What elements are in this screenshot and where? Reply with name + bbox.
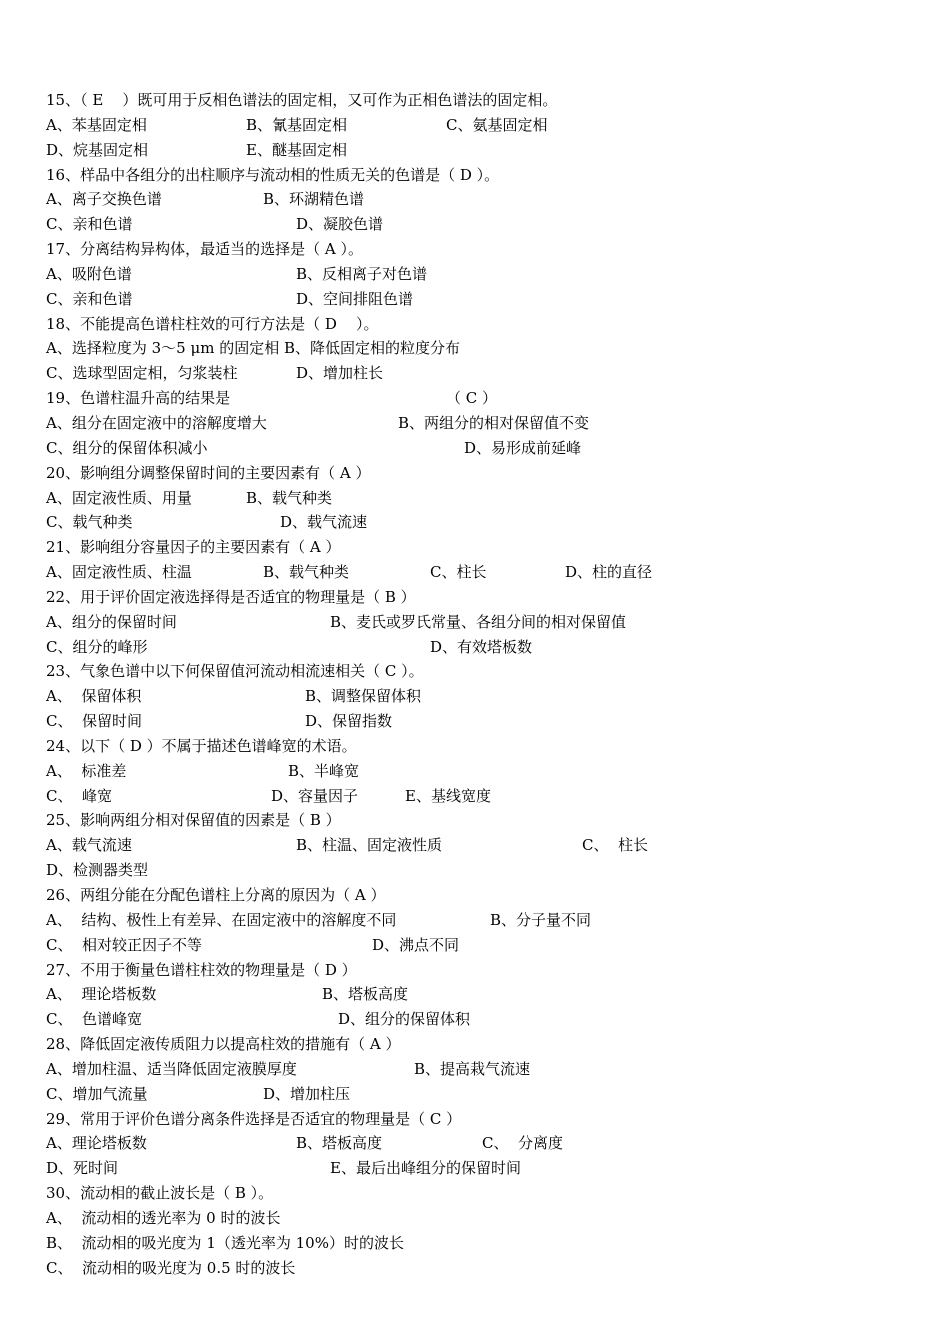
option-text: C、 相对较正因子不等 — [46, 935, 203, 954]
option-text: C、增加气流量 — [46, 1084, 148, 1103]
option-row — [0, 560, 950, 585]
option-text: A、选择粒度为 3～5 μm 的固定相 B、降低固定相的粒度分布 — [46, 339, 460, 358]
option-row — [0, 759, 950, 784]
option-row — [0, 1131, 950, 1156]
option-row — [0, 684, 950, 709]
question-stem — [0, 659, 950, 684]
option-text: C、 柱长 — [582, 836, 649, 855]
question-text: 27、不用于衡量色谱柱柱效的物理量是（ D ） — [46, 960, 357, 979]
option-text: A、 理论塔板数 — [46, 985, 157, 1004]
option-text: B、载气种类 — [263, 563, 350, 582]
question-stem — [0, 958, 950, 983]
option-text: A、理论塔板数 — [46, 1134, 147, 1153]
option-text: D、凝胶色谱 — [296, 215, 384, 234]
question-text: 17、分离结构异构体，最适当的选择是（ A ）。 — [46, 240, 363, 259]
option-text: D、容量因子 — [271, 786, 359, 805]
question-text: 25、影响两组分相对保留值的因素是（ B ） — [46, 811, 341, 830]
option-text: C、 流动相的吸光度为 0.5 时的波长 — [46, 1258, 296, 1277]
option-row — [0, 1156, 950, 1181]
option-text: D、有效塔板数 — [430, 637, 533, 656]
question-list — [0, 88, 950, 1281]
question-stem — [0, 535, 950, 560]
option-row — [0, 635, 950, 660]
option-text: C、组分的峰形 — [46, 637, 148, 656]
question-text: 20、影响组分调整保留时间的主要因素有（ A ） — [46, 463, 371, 482]
question-text: 15、（ E ）既可用于反相色谱法的固定相，又可作为正相色谱法的固定相。 — [46, 91, 558, 109]
option-text: D、柱的直径 — [565, 563, 653, 582]
question-text: 21、影响组分容量因子的主要因素有（ A ） — [46, 538, 341, 557]
option-row — [0, 1256, 950, 1281]
question-text: 22、用于评价固定液选择得是否适宜的物理量是（ B ） — [46, 587, 416, 606]
option-row — [0, 187, 950, 212]
question-text: 24、以下（ D ）不属于描述色谱峰宽的术语。 — [46, 736, 357, 755]
option-text: B、柱温、固定液性质 — [296, 836, 443, 855]
option-text: B、两组分的相对保留值不变 — [398, 413, 590, 432]
option-row — [0, 982, 950, 1007]
option-text: A、 标准差 — [46, 761, 127, 780]
option-text: C、载气种类 — [46, 513, 133, 532]
option-text: B、调整保留体积 — [305, 687, 422, 706]
question-text: 26、两组分能在分配色谱柱上分离的原因为（ A ） — [46, 886, 386, 904]
question-text: 29、常用于评价色谱分离条件选择是否适宜的物理量是（ C ） — [46, 1109, 462, 1128]
option-text: D、空间排阻色谱 — [296, 289, 414, 308]
answer-text: （ C ） — [446, 389, 498, 408]
option-row — [0, 486, 950, 511]
question-stem — [0, 1032, 950, 1057]
option-row — [0, 287, 950, 312]
option-text: E、醚基固定相 — [246, 140, 347, 159]
option-row — [0, 933, 950, 958]
option-text: C、选球型固定相，匀浆装柱 — [46, 364, 238, 383]
option-row — [0, 858, 950, 883]
option-text: A、组分的保留时间 — [46, 612, 177, 631]
option-text: B、塔板高度 — [296, 1134, 383, 1153]
option-text: D、增加柱压 — [263, 1084, 351, 1103]
option-row — [0, 709, 950, 734]
option-row — [0, 1057, 950, 1082]
option-text: C、组分的保留体积减小 — [46, 438, 208, 457]
question-stem — [0, 585, 950, 610]
option-text: A、固定液性质、柱温 — [46, 563, 192, 582]
question-text: 18、不能提高色谱柱柱效的可行方法是（ D ）。 — [46, 314, 379, 333]
question-stem — [0, 312, 950, 337]
option-text: D、烷基固定相 — [46, 140, 149, 159]
option-text: C、 保留时间 — [46, 712, 143, 731]
option-text: B、分子量不同 — [490, 910, 592, 929]
option-text: C、亲和色谱 — [46, 215, 133, 234]
option-text: D、组分的保留体积 — [338, 1010, 471, 1029]
option-row — [0, 361, 950, 386]
option-row — [0, 336, 950, 361]
option-text: C、亲和色谱 — [46, 289, 133, 308]
question-stem — [0, 1107, 950, 1132]
option-text: E、最后出峰组分的保留时间 — [330, 1159, 521, 1178]
option-text: C、氨基固定相 — [446, 115, 548, 134]
option-text: B、半峰宽 — [288, 761, 360, 780]
option-row — [0, 1082, 950, 1107]
question-stem — [0, 88, 950, 113]
option-text: D、增加柱长 — [296, 364, 384, 383]
option-row — [0, 610, 950, 635]
option-text: E、基线宽度 — [405, 786, 491, 805]
option-text: D、沸点不同 — [372, 935, 460, 954]
option-text: D、死时间 — [46, 1159, 119, 1178]
option-row — [0, 510, 950, 535]
option-row — [0, 436, 950, 461]
option-row — [0, 212, 950, 237]
option-text: A、 流动相的透光率为 0 时的波长 — [46, 1208, 281, 1227]
question-stem — [0, 163, 950, 188]
option-text: B、提高栽气流速 — [414, 1059, 531, 1078]
option-row — [0, 262, 950, 287]
question-text: 28、降低固定液传质阻力以提高柱效的措施有（ A ） — [46, 1035, 401, 1054]
option-row — [0, 1231, 950, 1256]
question-text: 23、气象色谱中以下何保留值河流动相流速相关（ C ）。 — [46, 662, 424, 681]
option-text: A、苯基固定相 — [46, 115, 147, 134]
question-stem — [0, 461, 950, 486]
option-text: C、 峰宽 — [46, 786, 113, 805]
option-row — [0, 113, 950, 138]
option-text: A、增加柱温、适当降低固定液膜厚度 — [46, 1059, 297, 1078]
option-row — [0, 1206, 950, 1231]
option-text: B、塔板高度 — [322, 985, 409, 1004]
option-text: C、柱长 — [430, 563, 487, 582]
option-text: B、反相离子对色谱 — [296, 264, 428, 283]
option-text: D、载气流速 — [280, 513, 368, 532]
question-stem — [0, 1181, 950, 1206]
option-text: B、载气种类 — [246, 488, 333, 507]
option-text: A、 保留体积 — [46, 687, 142, 706]
question-stem — [0, 808, 950, 833]
option-text: A、固定液性质、用量 — [46, 488, 192, 507]
option-text: D、检测器类型 — [46, 861, 149, 880]
option-text: B、环湖精色谱 — [263, 190, 365, 209]
option-row — [0, 411, 950, 436]
option-row — [0, 908, 950, 933]
question-stem — [0, 883, 950, 908]
option-row — [0, 833, 950, 858]
option-text: A、离子交换色谱 — [46, 190, 162, 209]
option-text: C、 色谱峰宽 — [46, 1010, 143, 1029]
question-text: 30、流动相的截止波长是（ B ）。 — [46, 1184, 274, 1203]
document-page — [0, 88, 950, 1281]
question-stem — [0, 237, 950, 262]
option-text: D、保留指数 — [305, 712, 393, 731]
option-row — [0, 1007, 950, 1032]
option-text: A、载气流速 — [46, 836, 132, 855]
option-text: B、氰基固定相 — [246, 115, 348, 134]
question-stem — [0, 734, 950, 759]
option-text: B、 流动相的吸光度为 1（透光率为 10%）时的波长 — [46, 1233, 404, 1252]
option-text: A、吸附色谱 — [46, 264, 132, 283]
option-row — [0, 784, 950, 809]
option-text: D、易形成前延峰 — [464, 438, 582, 457]
question-text: 19、色谱柱温升高的结果是 — [46, 389, 231, 408]
option-text: B、麦氏或罗氏常量、各组分间的相对保留值 — [330, 612, 627, 631]
question-text: 16、样品中各组分的出柱顺序与流动相的性质无关的色谱是（ D ）。 — [46, 165, 500, 184]
question-stem — [0, 386, 950, 411]
option-text: A、组分在固定液中的溶解度增大 — [46, 413, 267, 432]
option-text: A、 结构、极性上有差异、在固定液中的溶解度不同 — [46, 910, 397, 929]
option-text: C、 分离度 — [482, 1134, 564, 1153]
option-row — [0, 138, 950, 163]
